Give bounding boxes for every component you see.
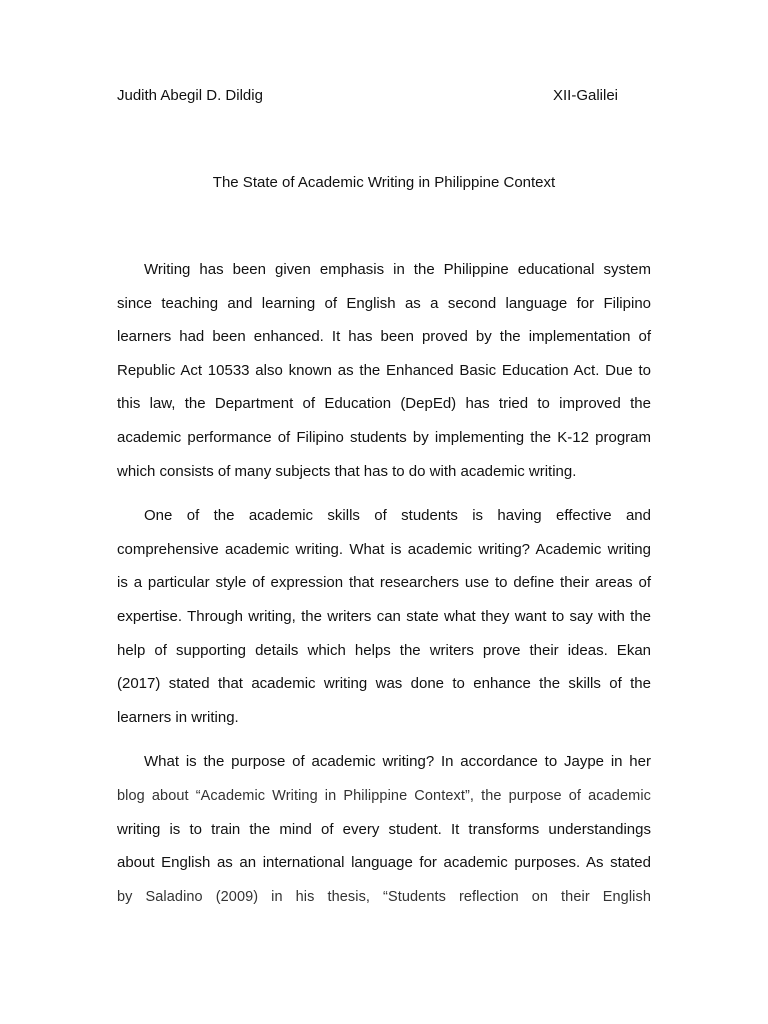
text-line: One of the academic skills of students is having effective and (144, 507, 651, 525)
section-name: XII-Galilei (553, 87, 619, 104)
text-line: which consists of many subjects that has to do with academic writing. (117, 462, 577, 480)
text-line: this law, the Department of Education (DepEd) has tried to improved the (117, 395, 651, 413)
text-line: by Saladino (2009) in his thesis, “Students reflection on their English (117, 888, 651, 905)
document-body (117, 259, 651, 930)
text-line: since teaching and learning of English as a second language for Filipino (117, 294, 651, 312)
document-title: The State of Academic Writing in Philippine Context (212, 174, 556, 191)
text-line: Republic Act 10533 also known as the Enhanced Basic Education Act. Due to (117, 361, 651, 379)
text-line: blog about “Academic Writing in Philippine Context”, the purpose of academic (117, 787, 651, 804)
text-line: learners in writing. (117, 708, 239, 726)
text-line: Writing has been given emphasis in the Philippine educational system (144, 261, 651, 278)
text-line: help of supporting details which helps the writers prove their ideas. Ekan (117, 641, 651, 659)
text-line: learners had been enhanced. It has been proved by the implementation of (117, 328, 651, 346)
text-line: about English as an international language for academic purposes. As stated (117, 854, 651, 872)
text-line: comprehensive academic writing. What is academic writing? Academic writing (117, 540, 651, 558)
text-line: What is the purpose of academic writing? In accordance to Jaype in her (144, 753, 651, 771)
text-line: writing is to train the mind of every student. It transforms understandings (117, 820, 651, 838)
text-line: (2017) stated that academic writing was done to enhance the skills of the (117, 675, 651, 693)
text-line: expertise. Through writing, the writers can state what they want to say with the (117, 607, 651, 625)
paragraph-1 (117, 259, 651, 494)
text-line: academic performance of Filipino students by implementing the K-12 program (117, 428, 651, 446)
text-line: is a particular style of expression that researchers use to define their areas of (117, 574, 651, 592)
author-name: Judith Abegil D. Dildig (117, 87, 263, 104)
paragraph-3 (117, 751, 651, 919)
paragraph-2 (117, 505, 651, 740)
